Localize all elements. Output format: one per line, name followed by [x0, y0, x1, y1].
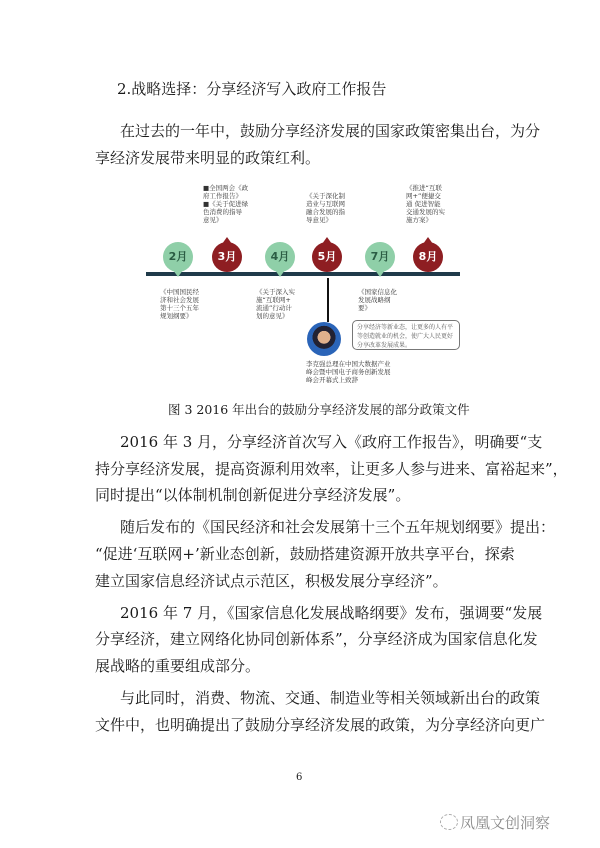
- paragraph-line: 文件中，也明确提出了鼓励分享经济发展的政策，为分享经济向更广: [95, 716, 546, 734]
- page-number: 6: [296, 772, 303, 783]
- speaker-photo: [307, 322, 341, 356]
- note-may: 《关于深化制 造业与互联网 融合发展的指 导意见》: [306, 192, 345, 224]
- note-april: 《关于深入实 施“互联网+ 流通”行动计 划的意见》: [256, 288, 295, 320]
- intro-line: 享经济发展带来明显的政策红利。: [95, 149, 321, 167]
- figure-caption: 图 3 2016 年出台的鼓励分享经济发展的部分政策文件: [168, 402, 470, 417]
- month-pin: 2月: [163, 242, 193, 272]
- month-pin: 8月: [413, 242, 443, 272]
- note-august: 《推进“互联 网+”便捷交 通 促进智能 交通发展的实 施方案》: [406, 184, 445, 224]
- paragraph-line: 分享经济，建立网络化协同创新体系”，分享经济成为国家信息化发: [95, 630, 538, 648]
- paragraph-line: 持分享经济发展，提高资源利用效率，让更多人参与进来、富裕起来”，: [95, 460, 568, 478]
- paragraph-line: 随后发布的《国民经济和社会发展第十三个五年规划纲要》提出：: [120, 518, 556, 536]
- paragraph-line: 与此同时，消费、物流、交通、制造业等相关领域新出台的政策: [120, 689, 541, 707]
- month-pin: 4月: [265, 242, 295, 272]
- intro-line: 在过去的一年中，鼓励分享经济发展的国家政策密集出台，为分: [120, 122, 541, 140]
- section-heading: 2.战略选择：分享经济写入政府工作报告: [117, 80, 387, 98]
- paragraph-line: 2016 年 7 月，《国家信息化发展战略纲要》发布，强调要“发展: [120, 604, 543, 622]
- month-pin: 5月: [312, 242, 342, 272]
- wechat-icon: [440, 814, 458, 830]
- paragraph-line: “促进‘互联网+’新业态创新，鼓励搭建资源开放共享平台，探索: [95, 545, 515, 563]
- paragraph-line: 建立国家信息经济试点示范区，积极发展分享经济”。: [95, 572, 448, 590]
- month-pin: 3月: [212, 242, 242, 272]
- speech-bubble: 分享经济等新业态，让更多的人有平等创造就业的机会，使广大人民更好分享改革发展成果。: [352, 320, 460, 350]
- note-march: ■全国两会《政 府工作报告》 ■《关于促进绿 色消费的指导 意见》: [203, 184, 249, 224]
- note-february: 《中国国民经 济和社会发展 第十三个五年 规划纲要》: [160, 288, 199, 320]
- month-pin: 7月: [365, 242, 395, 272]
- paragraph-line: 同时提出“以体制机制创新促进分享经济发展”。: [95, 486, 411, 504]
- note-july: 《国家信息化 发展战略纲 要》: [358, 288, 397, 312]
- paragraph-line: 展战略的重要组成部分。: [95, 657, 261, 675]
- watermark: 凤凰文创洞察: [460, 814, 551, 832]
- speaker-note: 李克强总理在中国大数据产业 峰会暨中国电子商务创新发展 峰会开幕式上致辞: [306, 360, 391, 384]
- timeline-axis: [146, 272, 460, 276]
- paragraph-line: 2016 年 3 月，分享经济首次写入《政府工作报告》，明确要“支: [120, 433, 543, 451]
- arrow-line: [327, 278, 329, 322]
- policy-timeline-figure: [140, 180, 460, 395]
